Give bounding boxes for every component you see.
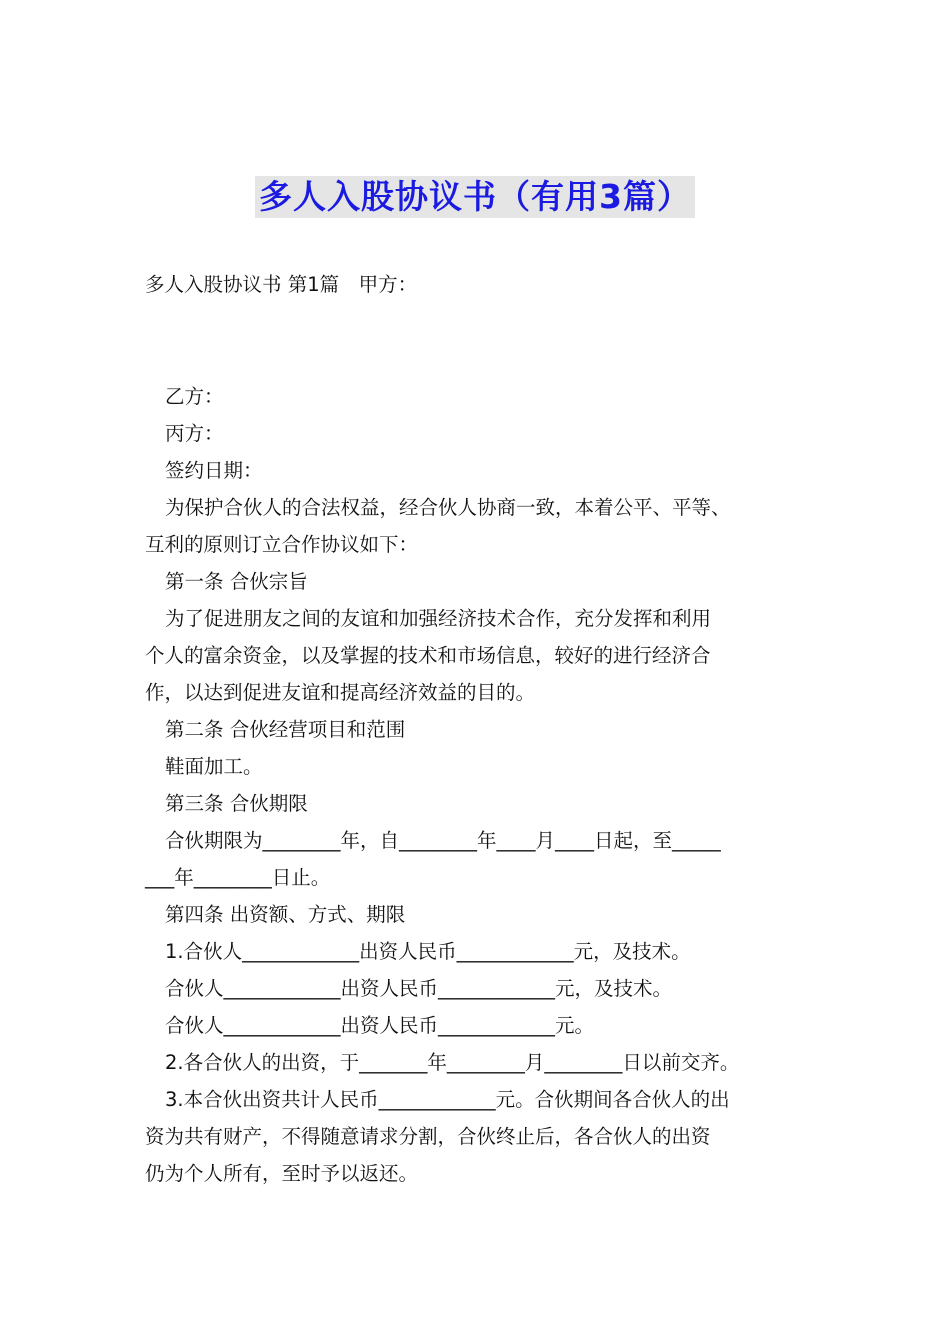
paragraph-line: 互利的原则订立合作协议如下： — [145, 533, 419, 556]
paragraph-line: 为保护合伙人的合法权益，经合伙人协商一致，本着公平、平等、 — [165, 496, 731, 519]
article-heading: 第四条 出资额、方式、期限 — [165, 903, 406, 926]
paragraph-line: 合伙人____________出资人民币____________元，及技术。 — [165, 977, 673, 1000]
paragraph-line: 3.本合伙出资共计人民币____________元。合伙期间各合伙人的出 — [165, 1088, 730, 1111]
paragraph-line: 个人的富余资金，以及掌握的技术和市场信息，较好的进行经济合 — [145, 644, 711, 667]
title-container — [0, 176, 950, 218]
paragraph-line: 合伙人____________出资人民币____________元。 — [165, 1014, 595, 1037]
party-c-label: 丙方： — [165, 422, 224, 445]
paragraph-line: 资为共有财产，不得随意请求分割，合伙终止后，各合伙人的出资 — [145, 1125, 711, 1148]
document-title: 多人入股协议书（有用3篇） — [255, 176, 695, 218]
article-heading: 第三条 合伙期限 — [165, 792, 308, 815]
article-heading: 第一条 合伙宗旨 — [165, 570, 308, 593]
paragraph-line: 为了促进朋友之间的友谊和加强经济技术合作，充分发挥和利用 — [165, 607, 712, 630]
sign-date-label: 签约日期： — [165, 459, 263, 482]
paragraph-line: 作，以达到促进友谊和提高经济效益的目的。 — [145, 681, 536, 704]
paragraph-line: 合伙期限为________年，自________年____月____日起，至_____ — [165, 829, 721, 852]
article-heading: 第二条 合伙经营项目和范围 — [165, 718, 406, 741]
paragraph-line: ___年________日止。 — [145, 866, 331, 889]
paragraph-line: 鞋面加工。 — [165, 755, 263, 778]
section-heading: 多人入股协议书 第1篇 甲方： — [145, 273, 418, 296]
paragraph-line: 仍为个人所有，至时予以返还。 — [145, 1162, 419, 1185]
paragraph-line: 2.各合伙人的出资，于_______年________月________日以前交齐。 — [165, 1051, 740, 1074]
paragraph-line: 1.合伙人____________出资人民币____________元，及技术。 — [165, 940, 691, 963]
party-b-label: 乙方： — [165, 385, 224, 408]
